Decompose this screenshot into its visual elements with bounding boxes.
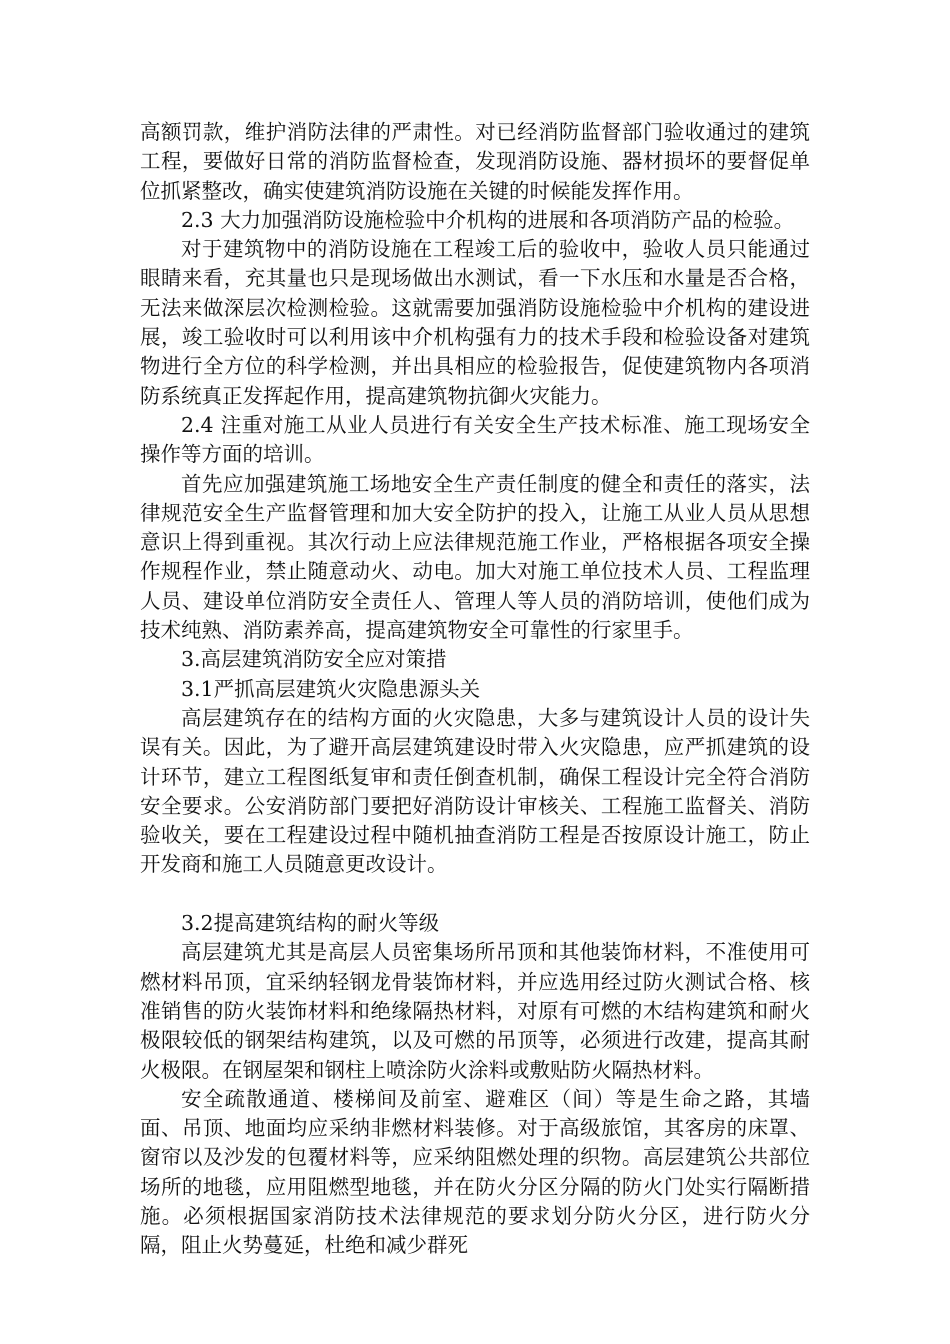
heading-3: 3.高层建筑消防安全应对策措 — [181, 647, 447, 672]
paragraph-evacuation-routes: 安全疏散通道、楼梯间及前室、避难区（间）等是生命之路，其墙面、吊顶、地面均应采纳非燃材料装修。对于高级旅馆，其客房的床罩、窗帘以及沙发的包覆材料等，应采纳阻燃处理的织物。高层建筑公共部位场所的地毯，应用阻燃型地毯，并在防火分区分隔的防火门处实行隔断措施。必须根据国家消防技术法律规范的要求划分防火分区，进行防火分隔，阻止火势蔓延，杜绝和减少群死 — [140, 1086, 810, 1258]
heading-2-3: 2.3 大力加强消防设施检验中介机构的进展和各项消防产品的检验。 — [181, 207, 795, 232]
heading-2-4: 2.4 注重对施工从业人员进行有关安全生产技术标准、施工现场安全操作等方面的培训。 — [140, 412, 810, 467]
heading-3-2: 3.2提高建筑结构的耐火等级 — [181, 911, 440, 936]
paragraph-fire-supervision: 高额罚款，维护消防法律的严肃性。对已经消防监督部门验收通过的建筑工程，要做好日常的消防监督检查，发现消防设施、器材损坏的要督促单位抓紧整改，确实使建筑消防设施在关键的时候能发挥作用。 — [140, 120, 810, 203]
document-page — [140, 118, 810, 1261]
blank-line — [140, 880, 810, 909]
paragraph-acceptance-inspection: 对于建筑物中的消防设施在工程竣工后的验收中，验收人员只能通过眼睛来看，充其量也只是现场做出水测试，看一下水压和水量是否合格，无法来做深层次检测检验。这就需要加强消防设施检验中介机构的建设进展，竣工验收时可以利用该中介机构强有力的技术手段和检验设备对建筑物进行全方位的科学检测，并出具相应的检验报告，促使建筑物内各项消防系统真正发挥起作用，提高建筑物抗御火灾能力。 — [140, 237, 810, 408]
paragraph-fire-resistance: 高层建筑尤其是高层人员密集场所吊顶和其他装饰材料，不准使用可燃材料吊顶，宜采纳轻钢龙骨装饰材料，并应选用经过防火测试合格、核准销售的防火装饰材料和绝缘隔热材料，对原有可燃的木结构建筑和耐火极限较低的钢架结构建筑，以及可燃的吊顶等，必须进行改建，提高其耐火极限。在钢屋架和钢柱上喷涂防火涂料或敷贴防火隔热材料。 — [140, 940, 810, 1082]
heading-3-1: 3.1严抓高层建筑火灾隐患源头关 — [181, 676, 481, 701]
paragraph-design-hazards: 高层建筑存在的结构方面的火灾隐患，大多与建筑设计人员的设计失误有关。因此，为了避开高层建筑建设时带入火灾隐患，应严抓建筑的设计环节，建立工程图纸复审和责任倒查机制，确保工程设计完全符合消防安全要求。公安消防部门要把好消防设计审核关、工程施工监督关、消防验收关，要在工程建设过程中随机抽查消防工程是否按原设计施工，防止开发商和施工人员随意更改设计。 — [140, 705, 810, 877]
paragraph-construction-training: 首先应加强建筑施工场地安全生产责任制度的健全和责任的落实，法律规范安全生产监督管理和加大安全防护的投入，让施工从业人员从思想意识上得到重视。其次行动上应法律规范施工作业，严格根据各项安全操作规程作业，禁止随意动火、动电。加大对施工单位技术人员、工程监理人员、建设单位消防安全责任人、管理人等人员的消防培训，使他们成为技术纯熟、消防素养高，提高建筑物安全可靠性的行家里手。 — [140, 471, 810, 643]
